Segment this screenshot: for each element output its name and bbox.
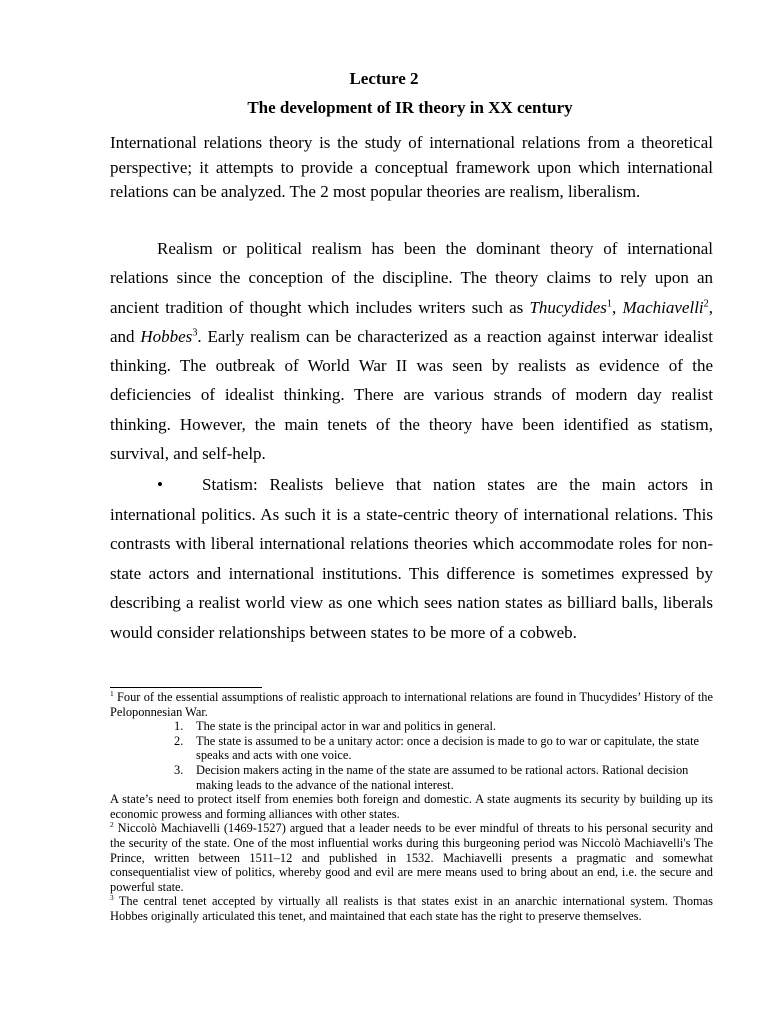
- list-item: [110, 763, 713, 792]
- list-item-text: Decision makers acting in the name of the state are assumed to be rational actors. Rational decision making leads to the advance of the national interest.: [196, 762, 689, 792]
- writer-thucydides: Thucydides: [529, 297, 607, 317]
- footnote-2: [110, 821, 713, 894]
- footnote-ref-2[interactable]: 2: [703, 297, 709, 309]
- footnote-1: [110, 690, 713, 719]
- footnote-ref-3[interactable]: 3: [192, 327, 198, 339]
- intro-paragraph: International relations theory is the study of international relations from a theoretical perspective; it attempts to provide a conceptual framework upon which international relations can be analyzed. The 2 most popular theories are realism, liberalism.: [110, 133, 713, 201]
- statism-text: Statism: Realists believe that nation states are the main actors in international politics. As such it is a state-centric theory of international relations. This contrasts with liberal international relations theories which accommodate roles for non-state actors and international institutions. This difference is sometimes expressed by describing a realist world view as one which sees nation states as billiard balls, liberals would consider relationships between states to be more of a cobweb.: [110, 475, 713, 642]
- list-item-number: 3.: [174, 762, 184, 777]
- footnote-3-mark: 3: [110, 893, 114, 903]
- list-item-text: The state is the principal actor in war and politics in general.: [196, 719, 497, 734]
- writer-separator: ,: [611, 297, 623, 317]
- footnote-2-mark: 2: [110, 820, 114, 830]
- lecture-title: The development of IR theory in XX century: [247, 98, 573, 117]
- bullet-icon: •: [157, 475, 163, 494]
- list-item-number: 1.: [174, 719, 184, 734]
- realism-rest: . Early realism can be characterized as a reaction against interwar idealist thinking. The outbreak of World War II was seen by realists as evidence of the deficiencies of idealist thinking. There are various strands of modern day realist thinking. However, the main tenets of the theory have been identified as statism, survival, and self-help.: [110, 326, 713, 464]
- lecture-number: Lecture 2: [349, 69, 419, 88]
- assumption-list: [110, 719, 713, 792]
- list-item-number: 2.: [174, 733, 184, 748]
- writer-separator: , and: [110, 297, 713, 346]
- footnote-ref-1[interactable]: 1: [606, 297, 612, 309]
- footnote-separator: [110, 687, 262, 688]
- footnote-1-continuation: A state’s need to protect itself from enemies both foreign and domestic. A state augments its security by building up its economic prowess and forming alliances with other states.: [110, 792, 713, 821]
- writer-hobbes: Hobbes: [140, 326, 193, 346]
- list-item: [110, 734, 713, 763]
- footnotes: [110, 690, 713, 924]
- footnote-3-text: The central tenet accepted by virtually all realists is that states exist in an anarchic international system. Thomas Hobbes originally articulated this tenet, and maintained that each state has the right to preserve themselves.: [110, 894, 713, 923]
- writer-machiavelli: Machiavelli: [622, 297, 704, 317]
- footnote-3: [110, 894, 713, 923]
- footnote-2-text: Niccolò Machiavelli (1469-1527) argued that a leader needs to be ever mindful of threats to his personal security and the security of the state. One of the most influential works during this burgeoning period was Niccolò Machiavelli's The Prince, written between 1511–12 and published in 1532. Machiavelli presents a pragmatic and somewhat consequentialist view of politics, whereby good and evil are mere means used to bring about an end, i.e. the secure and powerful state.: [110, 821, 713, 894]
- statism-paragraph: [110, 470, 713, 648]
- realism-paragraph: [110, 234, 713, 468]
- realism-lead: Realism or political realism has been the dominant theory of international relations since the conception of the discipline. The theory claims to rely upon an ancient tradition of thought which includes writers such as: [110, 239, 713, 317]
- list-item: [110, 719, 713, 734]
- footnote-1-mark: 1: [110, 688, 114, 698]
- footnote-1-text: Four of the essential assumptions of realistic approach to international relations are found in Thucydides’ History of the Peloponnesian War.: [110, 690, 713, 719]
- list-item-text: The state is assumed to be a unitary actor: once a decision is made to go to war or capitulate, the state speaks and acts with one voice.: [196, 733, 700, 763]
